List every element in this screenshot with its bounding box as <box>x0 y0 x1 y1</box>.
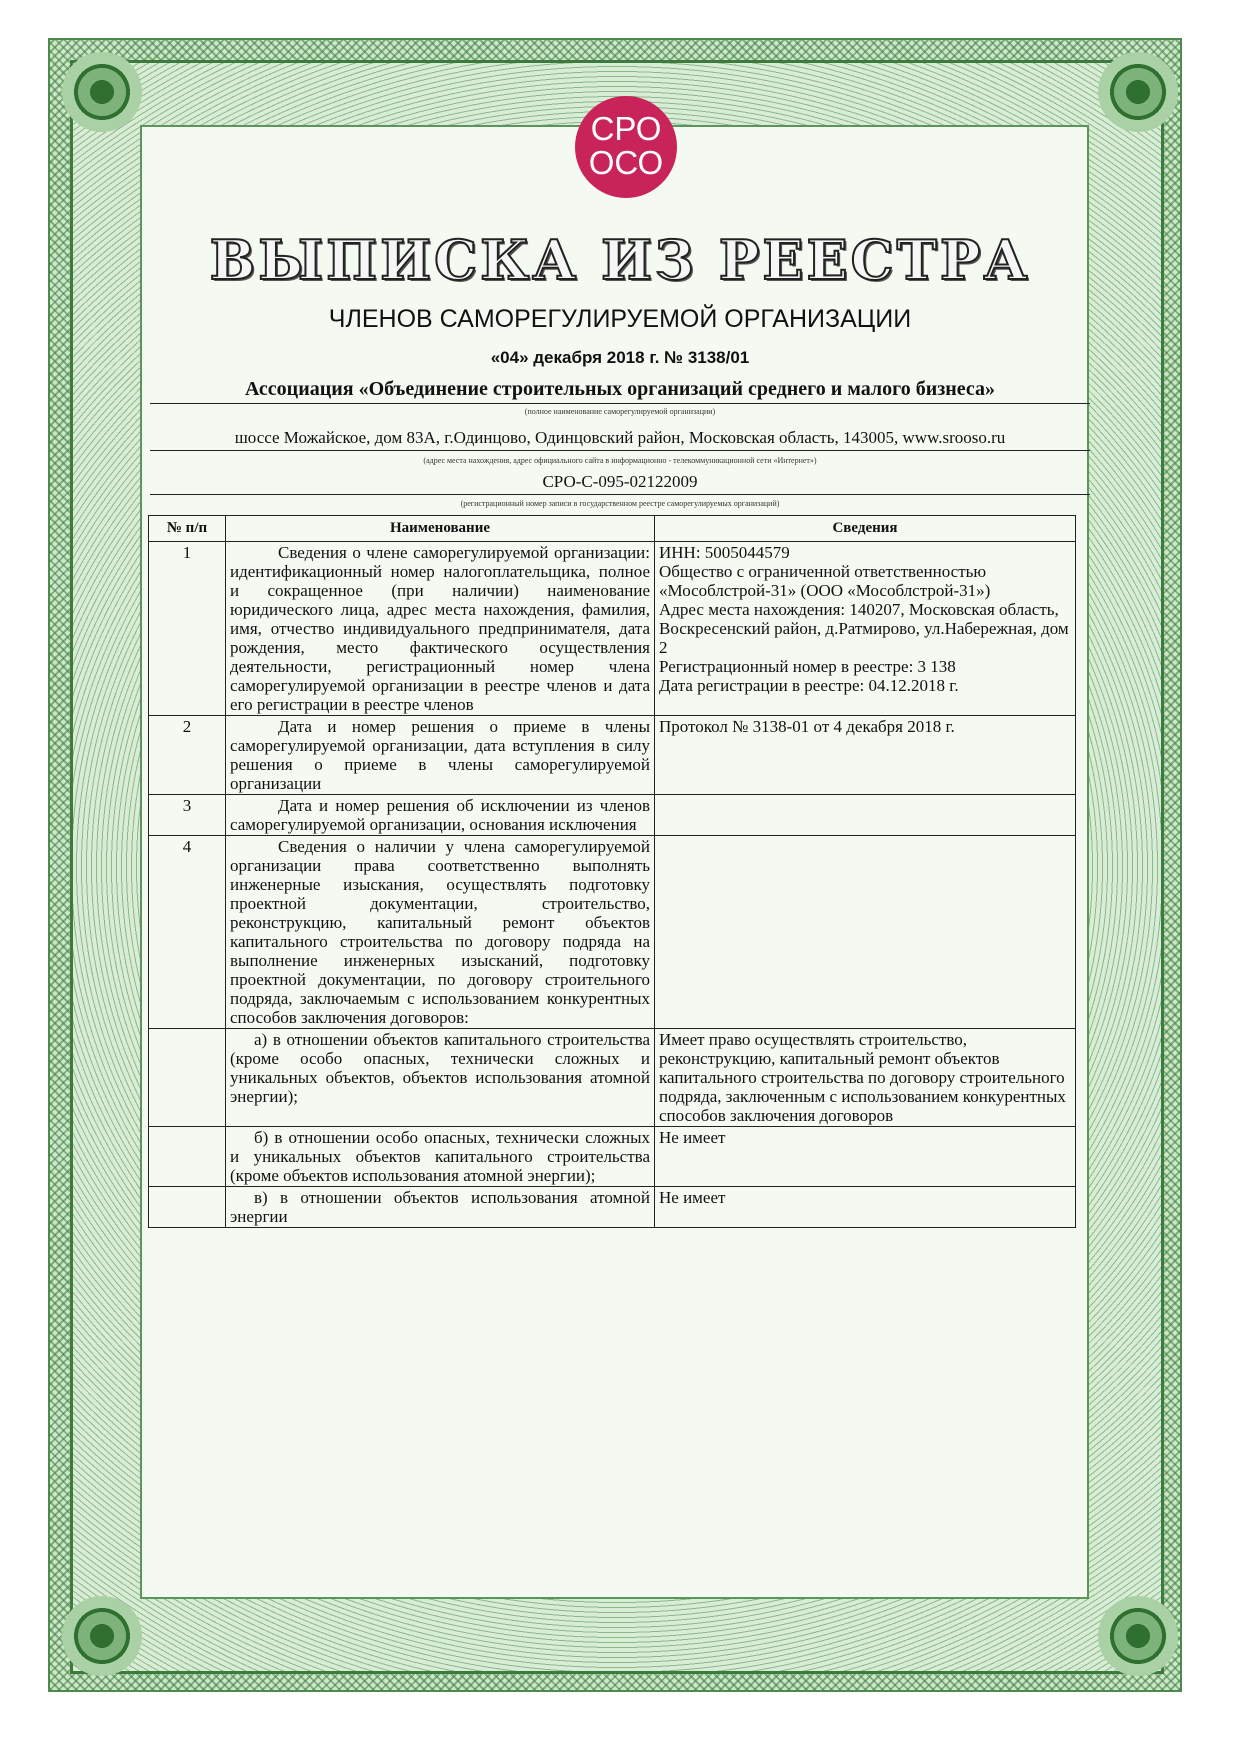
row-name-text: в) в отношении объектов использования атомной энергии <box>230 1188 650 1226</box>
logo-text-bottom: ОСО <box>588 144 664 181</box>
corner-ornament-icon <box>1098 52 1178 132</box>
organization-name-hint: (полное наименование саморегулируемой организации) <box>524 407 716 416</box>
register-table <box>148 515 1076 1228</box>
row-name-text: Сведения о наличии у члена саморегулируемой организации права соответственно выполнять инженерные изыскания, осуществлять подготовку проектной документации, строительство, реконструкцию, капитальный ремонт объектов капитального строительства по договору подряда на выполнение инженерных изысканий, подготовку проектной документации, по договору строительного подряда, заключаемым с использованием конкурентных способов заключения договоров: <box>230 837 650 1027</box>
row-name-text: б) в отношении особо опасных, технически сложных и уникальных объектов капитального строительства (кроме объектов использования атомной энергии); <box>230 1128 650 1185</box>
table-row <box>149 542 1076 716</box>
row-name <box>226 836 655 1029</box>
table-row <box>149 1127 1076 1187</box>
table-row <box>149 716 1076 795</box>
document-title: ВЫПИСКА ИЗ РЕЕСТРА <box>209 228 1031 292</box>
document-date-number: «04» декабря 2018 г. № 3138/01 <box>490 348 750 367</box>
row-info <box>655 836 1076 1029</box>
row-name <box>226 716 655 795</box>
row-name-text: Дата и номер решения об исключении из членов саморегулируемой организации, основания исключения <box>230 796 650 834</box>
info-company-name: Общество с ограниченной ответственностью «Мособлстрой-31» (ООО «Мособлстрой-31») <box>659 562 991 600</box>
row-number <box>149 1127 226 1187</box>
row-name-text: а) в отношении объектов капитального строительства (кроме особо опасных, технически сложных и уникальных объектов, объектов использования атомной энергии); <box>230 1030 650 1106</box>
column-header-info: Сведения <box>655 516 1076 542</box>
row-name-text: Сведения о члене саморегулируемой организации: идентификационный номер налогоплательщика, полное и сокращенное (при наличии) наименование юридического лица, адрес места нахождения, фамилия, имя, отчество индивидуального предпринимателя, дата рождения, место фактического осуществления деятельности, регистрационный номер члена саморегулируемой организации в реестре членов и дата его регистрации в реестре членов <box>230 543 650 714</box>
logo-text-top: СРО <box>590 110 662 147</box>
info-register-number: Регистрационный номер в реестре: 3 138 <box>659 657 956 676</box>
row-name <box>226 795 655 836</box>
row-name <box>226 542 655 716</box>
row-info: Не имеет <box>655 1127 1076 1187</box>
table-row <box>149 1187 1076 1228</box>
column-header-name: Наименование <box>226 516 655 542</box>
corner-ornament-icon <box>62 52 142 132</box>
table-row <box>149 836 1076 1029</box>
row-info: Не имеет <box>655 1187 1076 1228</box>
row-number <box>149 1029 226 1127</box>
row-info <box>655 795 1076 836</box>
organization-address: шоссе Можайское, дом 83А, г.Одинцово, Одинцовский район, Московская область, 143005, www.srooso.ru <box>150 428 1090 451</box>
info-address: Адрес места нахождения: 140207, Московская область, Воскресенский район, д.Ратмирово, ул.Набережная, дом 2 <box>659 600 1069 657</box>
corner-ornament-icon <box>62 1596 142 1676</box>
row-name <box>226 1127 655 1187</box>
table-row <box>149 795 1076 836</box>
row-name <box>226 1187 655 1228</box>
column-header-number: № п/п <box>149 516 226 542</box>
row-number <box>149 1187 226 1228</box>
row-name-text: Дата и номер решения о приеме в члены саморегулируемой организации, дата вступления в силу решения о приеме в члены саморегулируемой организации <box>230 717 650 793</box>
row-info: Протокол № 3138-01 от 4 декабря 2018 г. <box>655 716 1076 795</box>
organization-name: Ассоциация «Объединение строительных организаций среднего и малого бизнеса» <box>150 378 1090 404</box>
row-number: 3 <box>149 795 226 836</box>
info-register-date: Дата регистрации в реестре: 04.12.2018 г. <box>659 676 959 695</box>
corner-ornament-icon <box>1098 1596 1178 1676</box>
row-number: 2 <box>149 716 226 795</box>
row-info: Имеет право осуществлять строительство, реконструкцию, капитальный ремонт объектов капитального строительства по договору строительного подряда, заключенным с использованием конкурентных способов заключения договоров <box>655 1029 1076 1127</box>
table-row <box>149 1029 1076 1127</box>
row-info <box>655 542 1076 716</box>
row-name <box>226 1029 655 1127</box>
sro-oso-logo <box>575 96 677 198</box>
table-header-row <box>149 516 1076 542</box>
row-number: 4 <box>149 836 226 1029</box>
document-subtitle: ЧЛЕНОВ САМОРЕГУЛИРУЕМОЙ ОРГАНИЗАЦИИ <box>328 305 912 333</box>
organization-reg-number: СРО-С-095-02122009 <box>150 472 1090 495</box>
info-inn: ИНН: 5005044579 <box>659 543 790 562</box>
row-number: 1 <box>149 542 226 716</box>
organization-reg-hint: (регистрационный номер записи в государственном реестре саморегулируемых организаций) <box>460 499 780 508</box>
organization-address-hint: (адрес места нахождения, адрес официального сайта в информационно - телекоммуникационной сети «Интернет») <box>423 456 817 465</box>
